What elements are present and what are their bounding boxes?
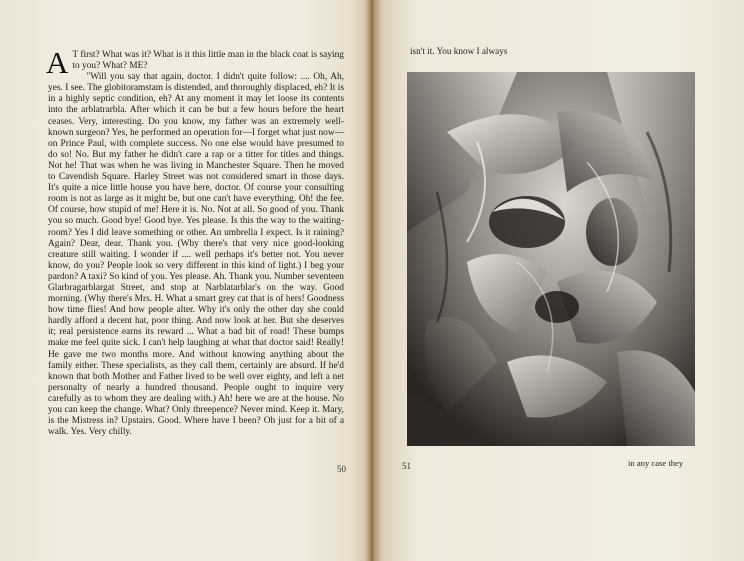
abstract-photograph-graphic [407, 72, 695, 446]
right-page [374, 0, 744, 561]
abstract-photograph [407, 72, 695, 446]
running-text-top: isn't it. You know I always [410, 46, 508, 56]
body-text [46, 45, 344, 438]
running-text-bottom: in any case they [628, 458, 684, 468]
drop-cap: A [46, 45, 69, 80]
page-number-right: 51 [402, 461, 411, 471]
second-paragraph: "Will you say that again, doctor. I didn't quite follow: .... Oh, Ah, yes. I see. The globitoramstam is distended, and thoroughly displaced, eh? It is in a highly septic condition, eh? At any moment it may let loose its contents into the arblatrarbla. After which it can be but a few hours before the heart ceases. Very, interesting. Do you know, my father was an extremely well-known surgeon? Yes, he performed an operation for—I forget what just now—on Prince Paul, with complete success. No one else would have presumed to do so! No. But my father he didn't care a rap or a titter for titles and things. Not he! That was when he was living in Manchester Square. Then he moved to Cavendish Square. Harley Street was not considered smart in those days. It's quite a nice little house you have here, doctor. Of course your consulting room is not as large as it might be, but one can't have everything. Oh! the fee. Of course, how stupid of me! Here it is. No. Not at all. So good of you. Thank you so much. Good bye! Good bye. Yes please. Is this the way to the waiting-room? Yes I did leave something or other. An umbrella I expect. Is it raining? Again? Dear, dear. Thank you. (Why there's that very nice good-looking creature still waiting. I wonder if .... well perhaps it's better not. You never know, do you? People look so very different in this kind of light.) I beg your pardon? A taxi? So kind of you. Yes please. Ah. Thank you. Number seventeen Glarbragarblargat Street, and stop at Narblatarblar's on the way. Good morning. (Why there's Mrs. H. What a smart grey cat that is of hers! Goodness how time flies! And how people alter. Why it's only the other day she could hardly afford a decent hat, poor thing. And now look at her. But she deserves it; real persistence earns its reward ... What a bad bit of road! These bumps make me feel quite sick. I can't help laughing at what that doctor said! Really! He gave me two months more. And without knowing anything about the family either. These specialists, as they call them, certainly are absurd. If he'd known that both Mother and Father lived to be well over eighty, and left a net personalty of nearly a hundred thousand. People ought to inquire very carefully as to whom they are dealing with.) Ah! here we are at the house. No you can keep the change. What? Only threepence? Never mind. Keep it. Mary, is the Mistress in? Upstairs. Good. Where have I been? Oh just for a bit of a walk. Yes. Very chilly. [48, 72, 344, 438]
left-page [0, 0, 370, 561]
first-paragraph: A T first? What was it? What is it this little man in the black coat is saying to you? What? ME? [46, 45, 344, 80]
page-number-left: 50 [337, 464, 346, 474]
